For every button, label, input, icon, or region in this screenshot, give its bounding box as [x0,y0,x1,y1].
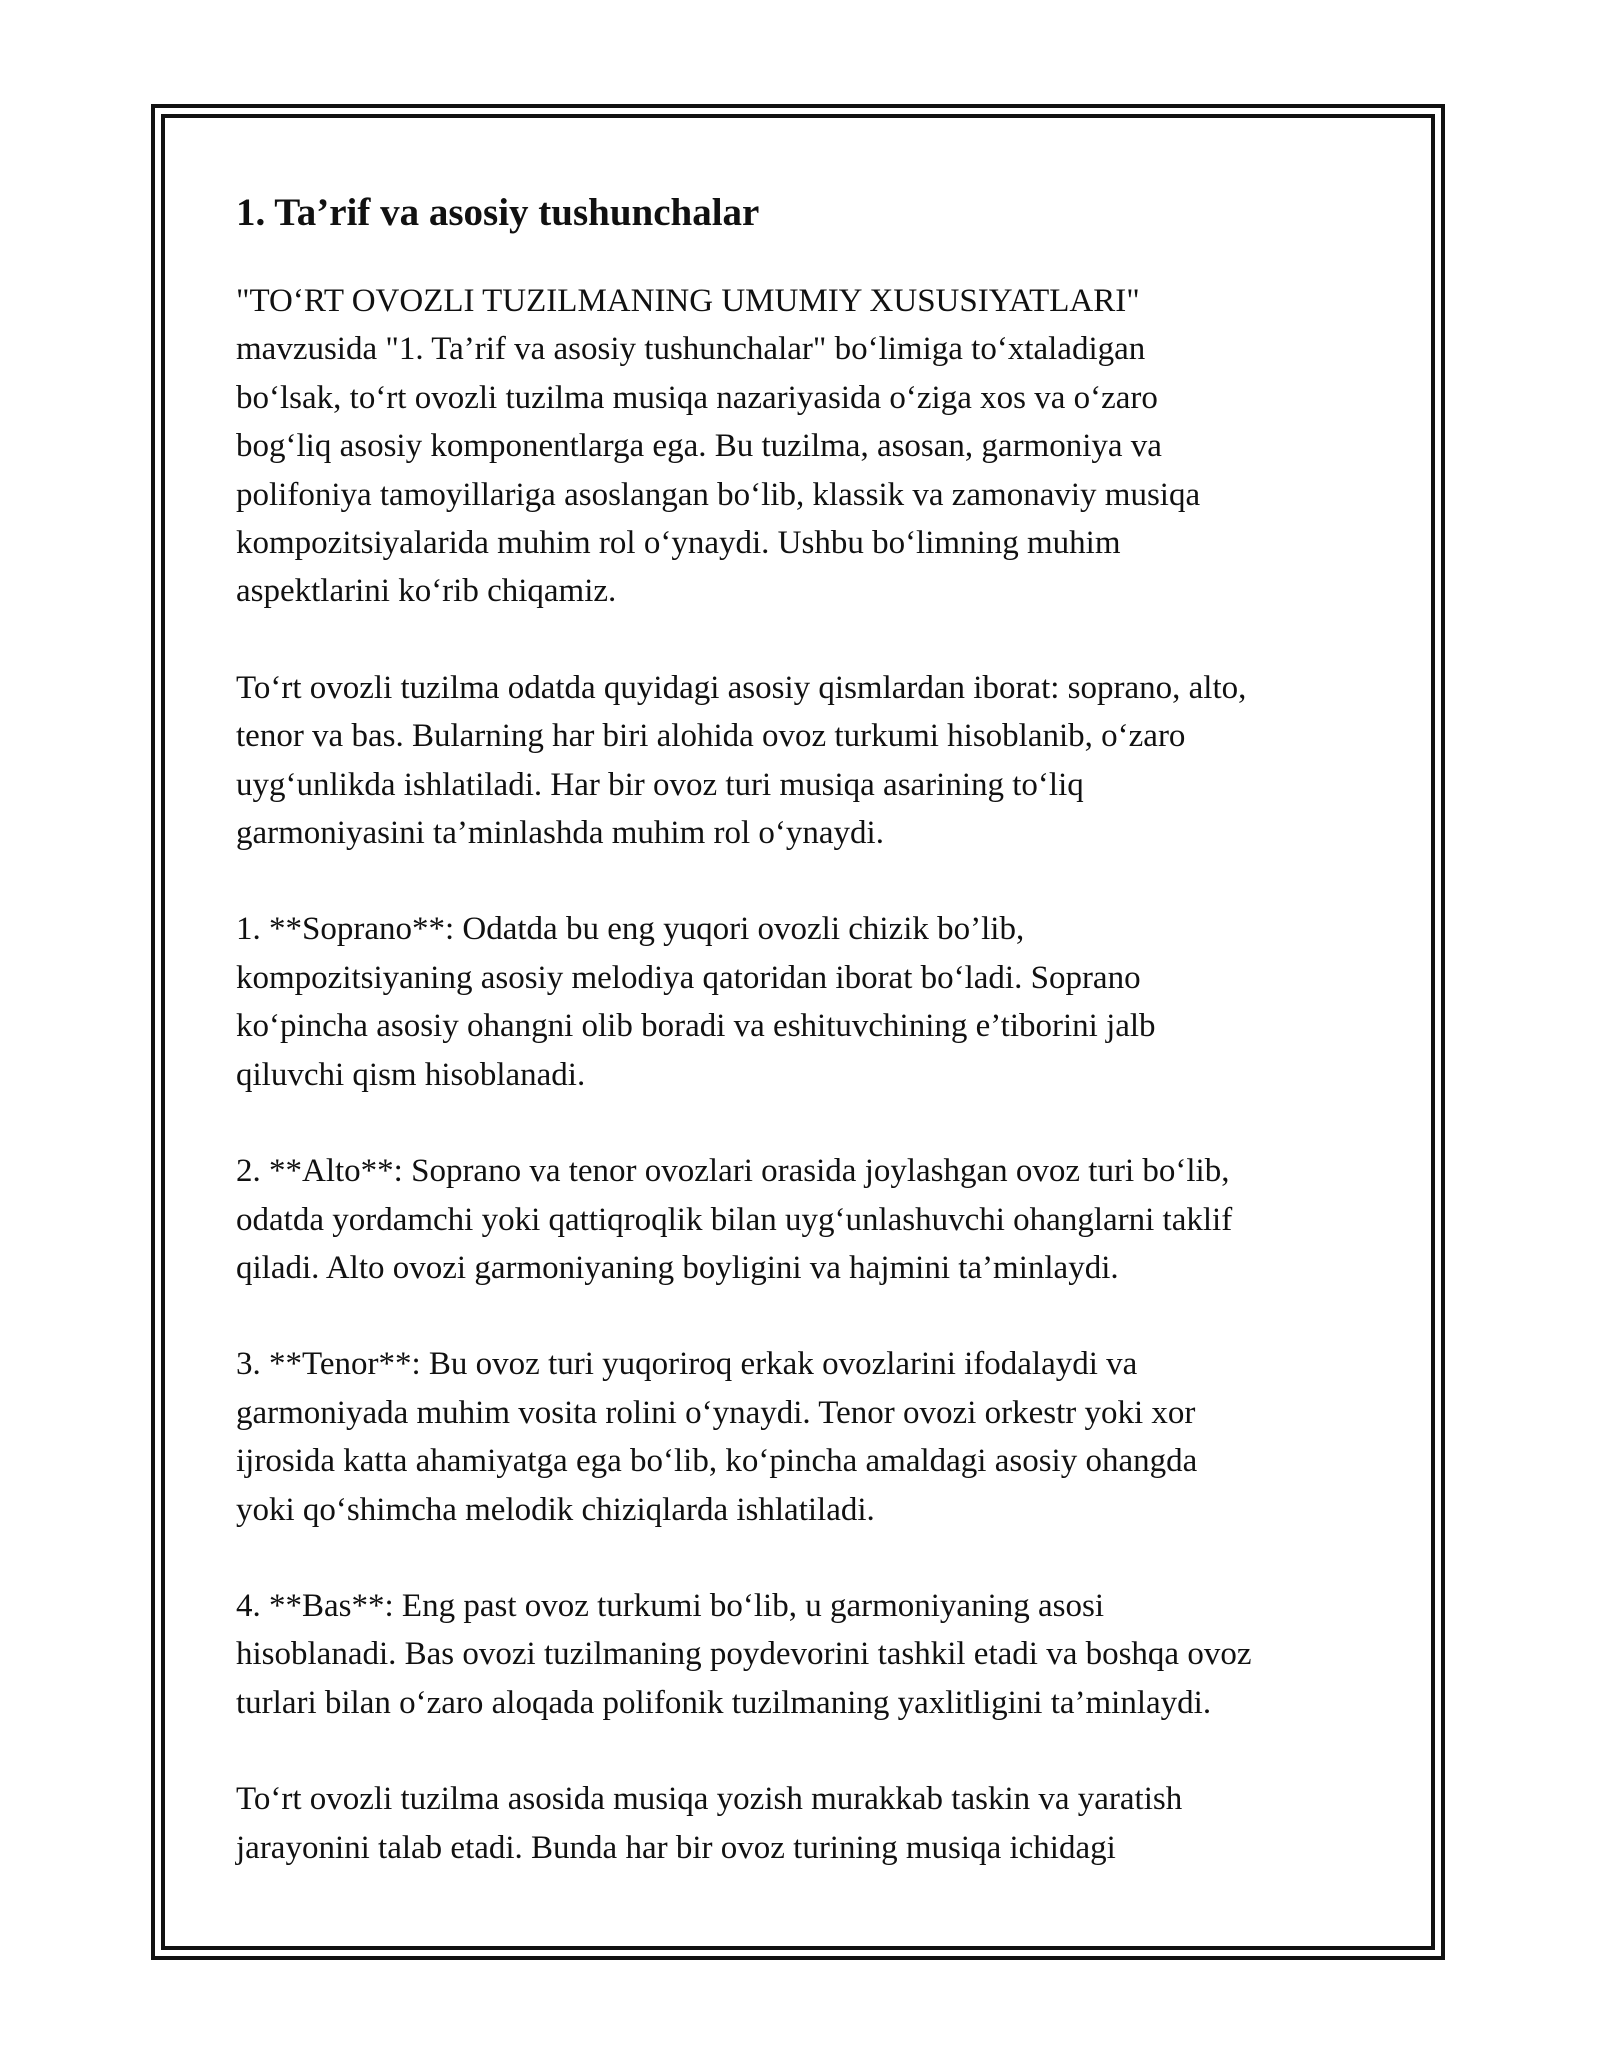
alto-paragraph: 2. **Alto**: Soprano va tenor ovozlari orasida joylashgan ovoz turi bo‘lib, odatda yordamchi yoki qattiqroqlik bilan uyg‘unlashuvchi ohanglarni taklif qiladi. Alto ovozi garmoniyaning boyligini va hajmini ta’minlaydi. [236,1153,1233,1286]
page-content [236,185,1376,1920]
soprano-paragraph: 1. **Soprano**: Odatda bu eng yuqori ovozli chizik bo’lib, kompozitsiyaning asosiy melodiya qatoridan iborat bo‘ladi. Soprano ko‘pincha asosiy ohangni olib boradi va eshituvchining e’tiborini jalb qiluvchi qism hisoblanadi. [236,911,1156,1093]
intro-paragraph: "TO‘RT OVOZLI TUZILMANING UMUMIY XUSUSIYATLARI" mavzusida "1. Ta’rif va asosiy tushunchalar" bo‘limiga to‘xtaladigan bo‘lsak, to‘rt ovozli tuzilma musiqa nazariyasida o‘ziga xos va o‘zaro bog‘liq asosiy komponentlarga ega. Bu tuzilma, asosan, garmoniya va polifoniya tamoyillariga asoslangan bo‘lib, klassik va zamonaviy musiqa kompozitsiyalarida muhim rol o‘ynaydi. Ushbu bo‘limning muhim aspektlarini ko‘rib chiqamiz. [236,283,1201,610]
bas-paragraph: 4. **Bas**: Eng past ovoz turkumi bo‘lib, u garmoniyaning asosi hisoblanadi. Bas ovozi tuzilmaning poydevorini tashkil etadi va boshqa ovoz turlari bilan o‘zaro aloqada polifonik tuzilmaning yaxlitligini ta’minlaydi. [236,1587,1252,1721]
voice-parts-paragraph: To‘rt ovozli tuzilma odatda quyidagi asosiy qismlardan iborat: soprano, alto, tenor va bas. Bularning har biri alohida ovoz turkumi hisoblanib, o‘zaro uyg‘unlikda ishlatiladi. Har bir ovoz turi musiqa asarining to‘liq garmoniyasini ta’minlashda muhim rol o‘ynaydi. [236,669,1247,852]
section-heading: 1. Ta’rif va asosiy tushunchalar [236,191,760,234]
closing-paragraph: To‘rt ovozli tuzilma asosida musiqa yozish murakkab taskin va yaratish jarayonini talab etadi. Bunda har bir ovoz turining musiqa ichidagi [236,1781,1183,1866]
tenor-paragraph: 3. **Tenor**: Bu ovoz turi yuqoriroq erkak ovozlarini ifodalaydi va garmoniyada muhim vosita rolini o‘ynaydi. Tenor ovozi orkestr yoki xor ijrosida katta ahamiyatga ega bo‘lib, ko‘pincha amaldagi asosiy ohangda yoki qo‘shimcha melodik chiziqlarda ishlatiladi. [236,1346,1198,1528]
